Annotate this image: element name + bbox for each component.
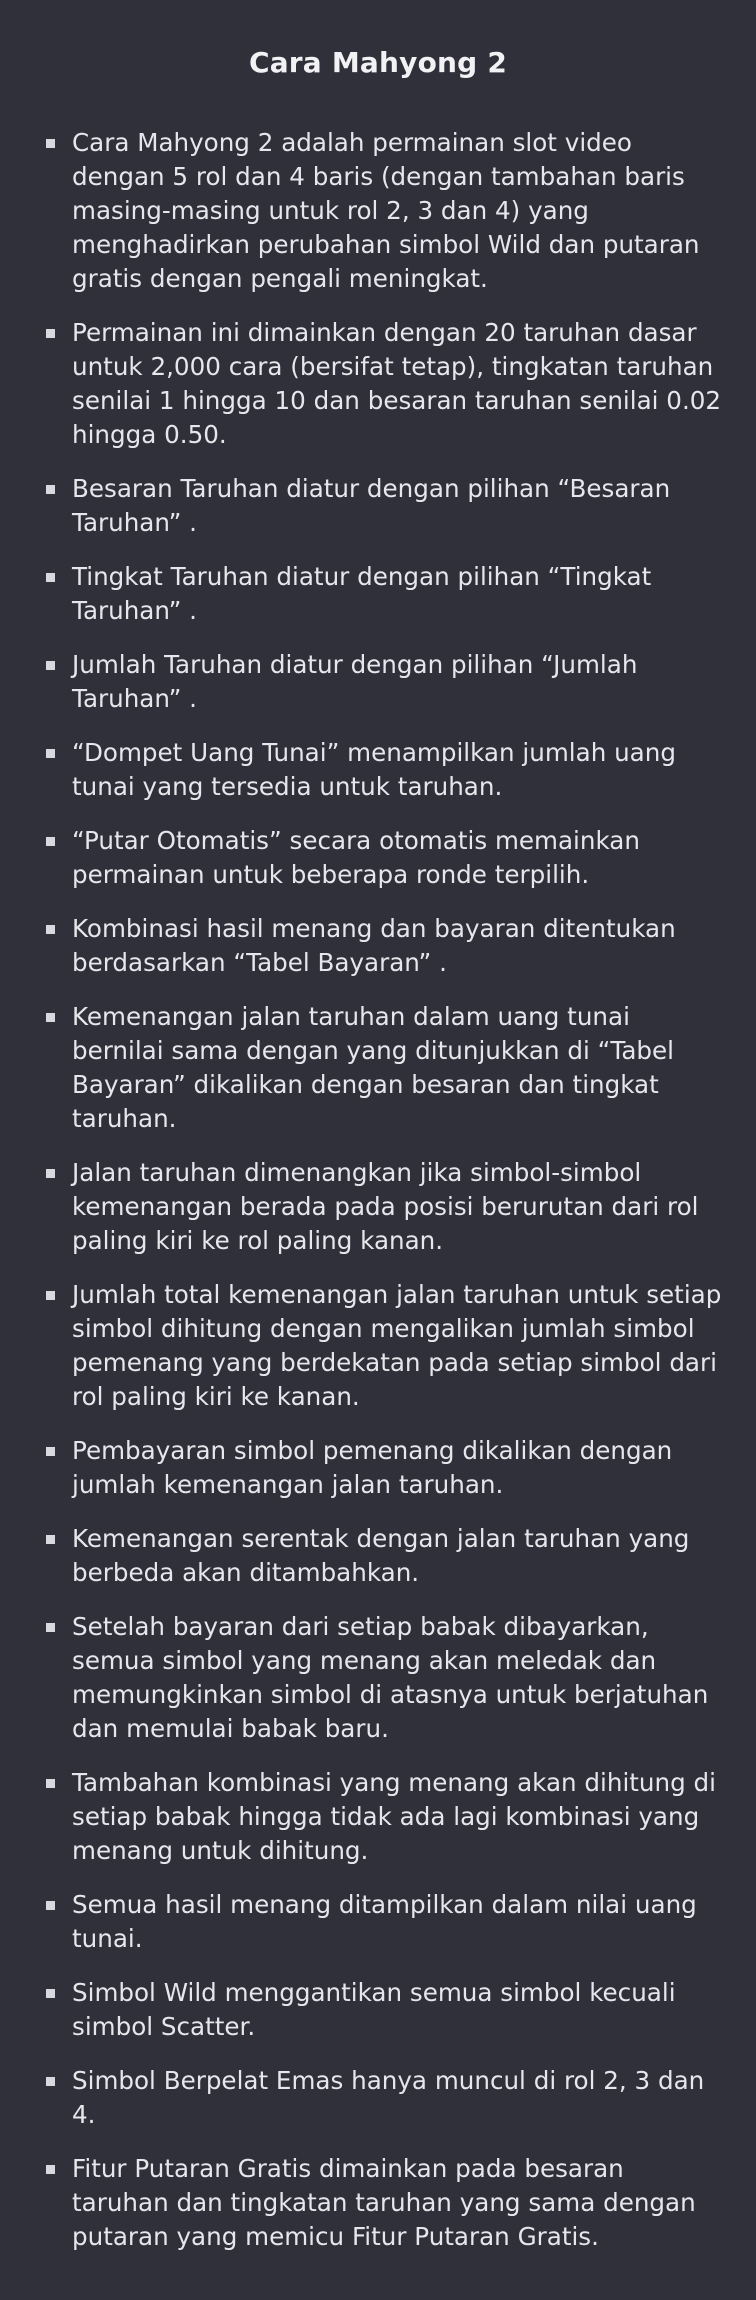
bullet-square-icon xyxy=(46,925,55,934)
rule-item xyxy=(44,126,724,296)
rule-text: Besaran Taruhan diatur dengan pilihan “Besaran Taruhan” . xyxy=(72,474,671,537)
rule-item xyxy=(44,1766,724,1868)
rule-text: Jumlah total kemenangan jalan taruhan untuk setiap simbol dihitung dengan mengalikan jumlah simbol pemenang yang berdekatan pada setiap simbol dari rol paling kiri ke kanan. xyxy=(72,1280,722,1411)
rule-text: Tingkat Taruhan diatur dengan pilihan “Tingkat Taruhan” . xyxy=(72,562,652,625)
bullet-square-icon xyxy=(46,1623,55,1632)
rule-item xyxy=(44,1888,724,1956)
rule-text: Kemenangan jalan taruhan dalam uang tunai bernilai sama dengan yang ditunjukkan di “Tabel Bayaran” dikalikan dengan besaran dan tingkat taruhan. xyxy=(72,1002,674,1133)
rule-text: Simbol Wild menggantikan semua simbol kecuali simbol Scatter. xyxy=(72,1978,676,2041)
rule-text: Kombinasi hasil menang dan bayaran ditentukan berdasarkan “Tabel Bayaran” . xyxy=(72,914,676,977)
rule-text: “Putar Otomatis” secara otomatis memainkan permainan untuk beberapa ronde terpilih. xyxy=(72,826,640,889)
bullet-square-icon xyxy=(46,1013,55,1022)
bullet-square-icon xyxy=(46,1779,55,1788)
rule-item xyxy=(44,1522,724,1590)
rule-item xyxy=(44,1278,724,1414)
bullet-square-icon xyxy=(46,2165,55,2174)
rule-item xyxy=(44,472,724,540)
bullet-square-icon xyxy=(46,749,55,758)
rule-item xyxy=(44,2064,724,2132)
rule-item xyxy=(44,1000,724,1136)
bullet-square-icon xyxy=(46,1169,55,1178)
bullet-square-icon xyxy=(46,837,55,846)
bullet-square-icon xyxy=(46,1535,55,1544)
bullet-square-icon xyxy=(46,485,55,494)
bullet-square-icon xyxy=(46,139,55,148)
rule-item xyxy=(44,1156,724,1258)
rule-text: Pembayaran simbol pemenang dikalikan dengan jumlah kemenangan jalan taruhan. xyxy=(72,1436,673,1499)
rule-item xyxy=(44,560,724,628)
rule-item xyxy=(44,824,724,892)
rule-item xyxy=(44,1976,724,2044)
rule-text: Jalan taruhan dimenangkan jika simbol-simbol kemenangan berada pada posisi berurutan dari rol paling kiri ke rol paling kanan. xyxy=(72,1158,699,1255)
rule-text: Cara Mahyong 2 adalah permainan slot video dengan 5 rol dan 4 baris (dengan tambahan baris masing-masing untuk rol 2, 3 dan 4) yang menghadirkan perubahan simbol Wild dan putaran gratis dengan pengali meningkat. xyxy=(72,128,700,293)
rule-text: Jumlah Taruhan diatur dengan pilihan “Jumlah Taruhan” . xyxy=(72,650,638,713)
rule-text: Kemenangan serentak dengan jalan taruhan yang berbeda akan ditambahkan. xyxy=(72,1524,690,1587)
rule-item xyxy=(44,1434,724,1502)
rule-text: Setelah bayaran dari setiap babak dibayarkan, semua simbol yang menang akan meledak dan memungkinkan simbol di atasnya untuk berjatuhan dan memulai babak baru. xyxy=(72,1612,709,1743)
rule-item xyxy=(44,912,724,980)
rule-item xyxy=(44,736,724,804)
rule-item xyxy=(44,316,724,452)
rule-text: Fitur Putaran Gratis dimainkan pada besaran taruhan dan tingkatan taruhan yang sama dengan putaran yang memicu Fitur Putaran Gratis. xyxy=(72,2154,696,2251)
bullet-square-icon xyxy=(46,1901,55,1910)
rule-text: Semua hasil menang ditampilkan dalam nilai uang tunai. xyxy=(72,1890,697,1953)
rule-item xyxy=(44,2152,724,2254)
bullet-square-icon xyxy=(46,573,55,582)
bullet-square-icon xyxy=(46,329,55,338)
rule-item xyxy=(44,1610,724,1746)
bullet-square-icon xyxy=(46,1447,55,1456)
bullet-square-icon xyxy=(46,661,55,670)
bullet-square-icon xyxy=(46,1989,55,1998)
rule-item xyxy=(44,648,724,716)
page-title: Cara Mahyong 2 xyxy=(248,46,508,79)
rule-text: “Dompet Uang Tunai” menampilkan jumlah uang tunai yang tersedia untuk taruhan. xyxy=(72,738,676,801)
bullet-square-icon xyxy=(46,1291,55,1300)
rule-text: Simbol Berpelat Emas hanya muncul di rol 2, 3 dan 4. xyxy=(72,2066,705,2129)
rule-text: Tambahan kombinasi yang menang akan dihitung di setiap babak hingga tidak ada lagi kombinasi yang menang untuk dihitung. xyxy=(72,1768,716,1865)
bullet-square-icon xyxy=(46,2077,55,2086)
rules-list xyxy=(44,126,724,2274)
rule-text: Permainan ini dimainkan dengan 20 taruhan dasar untuk 2,000 cara (bersifat tetap), tingkatan taruhan senilai 1 hingga 10 dan besaran taruhan senilai 0.02 hingga 0.50. xyxy=(72,318,722,449)
